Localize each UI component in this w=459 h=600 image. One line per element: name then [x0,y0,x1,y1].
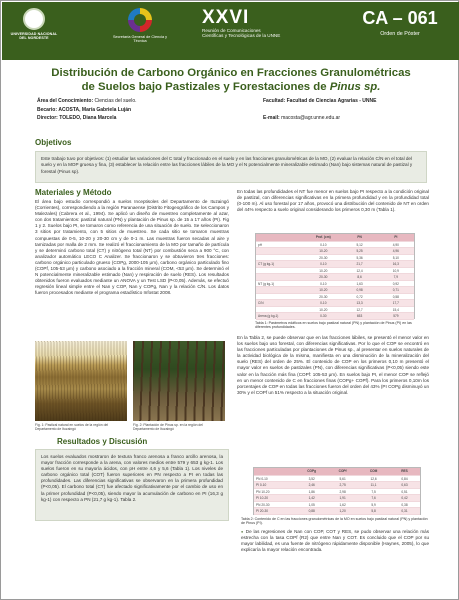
table1-header-cell: PN [357,235,362,239]
table-cell: 0,98 [356,288,363,292]
title-line-2-prefix: de Suelos bajo Pastizales y Forestaciones de [81,80,330,93]
table-cell: 653 [356,314,363,318]
table-cell: 10-20 [319,268,328,273]
table-cell: 0,38 [401,502,408,507]
unne-seal-icon [23,8,45,30]
event-block [202,8,280,39]
resultados-text: Los suelos evaluados mostraron de textura franco arenosa a franco arcillo arenosa, la mayor fracción corresponde a la arena, con valores medios entre 579 y 653 g kg-1. Los suelos fueron en su mayoría ácidos, con pH entre 4,6 y 5,6 (Tabla 1). Los niveles de carbono orgánico total (COT) fueron superiores en PN respecto a PI en todas las profundidades. Las diferencias significativas se observaron en la primera profundidad (P<0,05). El carbono total (CT) fue afectado significativamente por el cambio de uso en la primer profundidad (P<0,05), siendo mayor la acumulación de carbono en PI (16,3 g kg-1) con respecto a PN (21,7 g kg-1). Tabla 2. [35,449,229,521]
table-cell [256,307,305,313]
table-cell: 7,6 [371,496,376,500]
poster-title [21,67,441,94]
table1-header-cell [256,234,305,241]
table2-header-cell: COM [369,469,378,473]
table-cell: 12,4 [356,268,363,273]
table-cell: 5,12 [356,242,363,247]
table-cell: 0-10 [320,281,327,286]
table2-header-cell [254,468,296,475]
resultados-heading: Resultados y Discusión [57,437,148,446]
materiales-text: El área bajo estudio correspondió a suelos Inceptisoles del Departamento de Ituzaingó (Corrientes), correspondiendo a la región Paranaense (Distrito Fitogeográfico de los Campos y Malezales) (Cabrera et al., 1994). Se aplicó un diseño de muestreo completamente al azar, con dos tratamientos: pastizal natural (PN) y plantación de Pinus sp. de 15 a 17 años (PI). Fig 1 y 2. Suelos bajo PI, se tomaron como referencia de una situación de suelo. Se seleccionaron 3 sitios por tratamiento, con 5 sitios de muestreo. Se cada sitio se tomaron muestras compuestas de 0-5, 10-20 y 20-30 cm y de 0-1 m. Las muestras fueron secadas al aire y tamizadas por malla de 2 mm. Se realizó el fraccionamiento de la MO por tamaño de partícula y se determinó carbono total (CT) y nitrógeno total (NT) por combustión seca a 900 °C, con analizador automático LECO C Analizer. Se fraccionaron y se obtuvieron tres fracciones: carbono orgánico particulado grueso (COPg, 2000-105 μm), carbono orgánico particulado fino (COPf, 105-53 μm) y carbono asociado a la fracción mineral (COM, <53 μm). Se determinó el N potencialmente mineralizable estimado (Nan) y respiración de suelo (RES). Los resultados obtenidos fueron evaluados mediante un ANOVA y un Test LSD (P<0,05). Además, se efectuó regresión lineal simple entre el Nan y COP, Nan y COPg, Nan y la relación C/N. Los datos fueron procesados mediante el programa estadístico Infostat 2008. [35,199,229,296]
poster-code-block [348,8,452,37]
director-row [37,114,237,123]
area-row [37,97,237,106]
table-cell: pH [258,242,263,247]
becario-row [37,106,237,115]
table-cell: 8,6 [357,275,362,279]
table-cell [256,287,305,293]
table-cell [256,274,305,280]
table-cell: Arena (g kg-1) [258,314,279,318]
table-cell: 1,62 [339,502,346,507]
table-cell: 2,46 [308,483,315,487]
table-cell: 0-10 [320,301,327,305]
table1-header-row [256,234,414,242]
table-cell: 10-20 [319,307,328,312]
area-label: Área del Conocimiento: [37,98,94,104]
table-cell: NT (g kg-1) [258,281,275,286]
table-cell: PI 10-20 [256,496,269,500]
table-cell: PN 10-20 [256,489,270,494]
sgcyt-ring-icon [128,8,152,32]
objetivos-text: Este trabajo tuvo por objetivos: (1) estudiar las variaciones del C total y fraccionado en el suelo y en las fracciones granulométricas de la MO, (2) evaluar la relación C/N en el total del suelo y en la MOP gruesa y fina, (3) establecer la relación entre las fracciones lábiles de la MO y el N potencialmente mineralizable estimado (Nan) bajo sistemas natural de pastizal y forestal (Pinus sp). [35,151,427,183]
table2-header-cell: RES [401,469,408,473]
sgcyt-logo [112,8,168,58]
table-cell [256,268,305,274]
table-cell: 1,05 [308,502,315,507]
col2-top-text: En todas las profundidades el NT fue menor en suelos bajo PI respecto a la condición original de pastizal, con diferencias significativas en la primera profundidad y en la profundidad total (0-100 m). Al uso forestal por 17 años, provocó una distribución del contenido de NT en orden del 44% respecto a suelo original considerando los primeros 0,30 m (Tabla 1). [237,189,429,213]
table-cell [256,248,305,254]
event-subtitle: Científicas y Tecnológicas de la UNNE [202,33,281,39]
table-cell: 10,9 [392,268,399,273]
table-cell: 0,42 [401,496,408,500]
table1-caption: Tabla 1: Parámetros edáficos en suelos bajo pastizal natural (PN) y plantación de Pinus (PI) en las diferentes profundidades. [255,321,412,330]
area-value: Ciencias del suelo. [94,98,137,104]
table-cell: 3,52 [308,476,315,481]
email-row [263,114,443,123]
pastizal-photo [35,341,127,421]
table1-header-cell: PI [394,235,398,239]
table1-header-cell: Prof. (cm) [315,235,331,239]
title-line-1: Distribución de Carbono Orgánico en Fracciones Granulométricas [51,67,411,79]
table-cell: C/N [258,301,264,305]
table-cell: 0-10 [320,262,327,266]
table-cell: 5,9 [371,502,376,507]
table-cell: 2,75 [339,483,346,487]
table-2 [253,467,421,515]
table-cell: 0,63 [401,483,408,487]
table-cell: PN 0-10 [256,476,268,481]
author-info [37,97,237,123]
table-cell: 0,51 [401,489,408,494]
university-name: UNIVERSIDAD NACIONAL DEL NORDESTE [10,32,58,41]
table-cell: 1,20 [339,509,346,513]
table-cell: 10-20 [319,249,328,253]
header-band [2,2,459,60]
fig2-caption: Fig. 2: Plantación de Pinus sp. en la región del Departamento de Ituzaingó [133,423,203,431]
poster-code-subtitle: Orden de Póster [380,31,420,37]
table-cell: 0-10 [320,242,327,247]
table-cell: 5,10 [392,255,399,260]
materiales-heading: Materiales y Método [35,188,112,197]
table-cell: 10-20 [319,288,328,292]
event-number: XXVI [202,7,250,28]
table-cell: 12,6 [370,476,377,481]
secretary-name: Secretaría General de Ciencia y Técnica [112,35,168,44]
table-cell: CT (g kg-1) [258,262,275,266]
table-cell: 5,8 [371,509,376,513]
table-cell: 20-30 [319,275,328,279]
table-cell: 1,86 [308,489,315,494]
table-cell: 0,31 [401,509,408,513]
director-label: Director: [37,115,58,122]
table-cell: 2,98 [339,489,346,494]
faculty-value: Facultad de Ciencias Agrarias - UNNE [286,98,377,104]
becario-value: ACOSTA, María Gabriela Luján [58,106,132,113]
table-cell: 1,42 [308,496,315,500]
fig1-caption: Fig. 1: Pastizal natural en suelos de la región del Departamento de Ituzaingó [35,423,109,431]
table-cell: 0-30 [320,314,327,318]
table-cell: 7,9 [393,275,399,279]
table2-caption: Tabla 2: Contenido de C en las fracciones granulométricas de la MO en suelos bajo pastizal natural (PN) y plantación de Pinus (PI). [241,517,428,526]
table-cell: 5,25 [356,249,363,253]
objetivos-heading: Objetivos [35,138,72,147]
table-cell [256,294,305,300]
title-line-2 [21,81,441,95]
table-cell: 1,63 [356,281,363,286]
title-species: Pinus sp. [329,80,381,93]
table-cell: 16,3 [392,262,399,266]
table-cell: 20-30 [319,255,328,260]
table-cell: 4,90 [392,242,399,247]
table-cell: 0,71 [392,288,399,292]
table-cell: 7,5 [371,489,376,494]
table-cell: 1,91 [339,496,346,500]
table2-header-row [254,468,420,476]
table-cell: 17,7 [392,301,399,305]
col2-mid-text: En la Tabla 2, se puede observar que en las fracciones lábiles, se presentó el menor valor en los suelos bajo uso forestal, con diferencias significativas. Por lo que el COP se encontró en las fracciones particuladas por plantaciones de Pinus sp., al presentar en suelos naturales de la actividad biológica de la misma, manifiesta en una disminución de la mineralización del suelo (RES) del orden de 25%. El contenido de COP en los primeros 0,10 m presentó el mayor valor en suelos de pastizales (PN), con diferencias significativas (P<0,05) siendo este valor en la fracción más fina (COPf: 105-53 μm). En suelos bajo PI, el menor COP se reflejó en un menor contenido de C en fracciones finas (COPg+ COPf). Para los primeros 0,10m los porcentajes de COP en todas las fracciones fueron del orden del 43% (PI COPg disminuyó un 30% y el COPf un 51% respecto a la situación original. [237,335,429,395]
table-1 [255,233,415,319]
email-label: E-mail: [263,115,280,122]
table2-header-cell: COPg [307,469,317,473]
table-cell: 0,92 [392,281,399,286]
table2-header-cell: COPf [338,469,347,473]
table-cell: 15,4 [392,307,399,312]
table-cell: 0,88 [308,509,315,513]
faculty-row [263,97,443,106]
pinus-photo [133,341,225,421]
table-cell: 21,7 [356,262,363,266]
table-cell: PI 20-30 [256,509,269,513]
table-cell: 5,36 [356,255,363,260]
table-cell: 12,7 [356,307,363,312]
event-title: Reunión de Comunicaciones [202,28,261,33]
table-cell: 20-30 [319,294,328,299]
table-row [254,508,420,515]
email-value: macosta@agr.unne.edu.ar [281,115,341,122]
table-cell: PN 20-30 [256,502,270,507]
table-cell: PI 0-10 [256,483,267,487]
table-cell: 13,3 [356,301,363,305]
director-value: TOLEDO, Diana Marcela [59,115,117,122]
table-cell: 579 [393,314,399,318]
becario-label: Becario: [37,106,58,113]
faculty-info [263,97,443,123]
table-cell: 0,84 [401,476,408,481]
table-cell: 0,58 [392,294,399,299]
col2-bottom-text: ● De las regresiones de Nan con COP, COT y RES, se pudo observar una relación más estrecha con la tasa COPf (R2) que entre Nan y COT. Es concluido que el COP por su mayor labilidad, es una fuente de nitrógeno rápidamente disponible (Haynes, 2005), lo que explicaría la mayor relación encontrada. [241,529,429,565]
poster-code: CA – 061 [362,8,438,28]
table-cell: 4,96 [392,249,399,253]
unne-logo [8,8,60,58]
table-cell: 5,61 [339,476,346,481]
table-cell: 0,72 [356,294,363,299]
table-cell: 11,1 [370,483,377,487]
table-cell [256,255,305,261]
table-row [256,313,414,320]
faculty-label: Facultad: [263,98,286,104]
